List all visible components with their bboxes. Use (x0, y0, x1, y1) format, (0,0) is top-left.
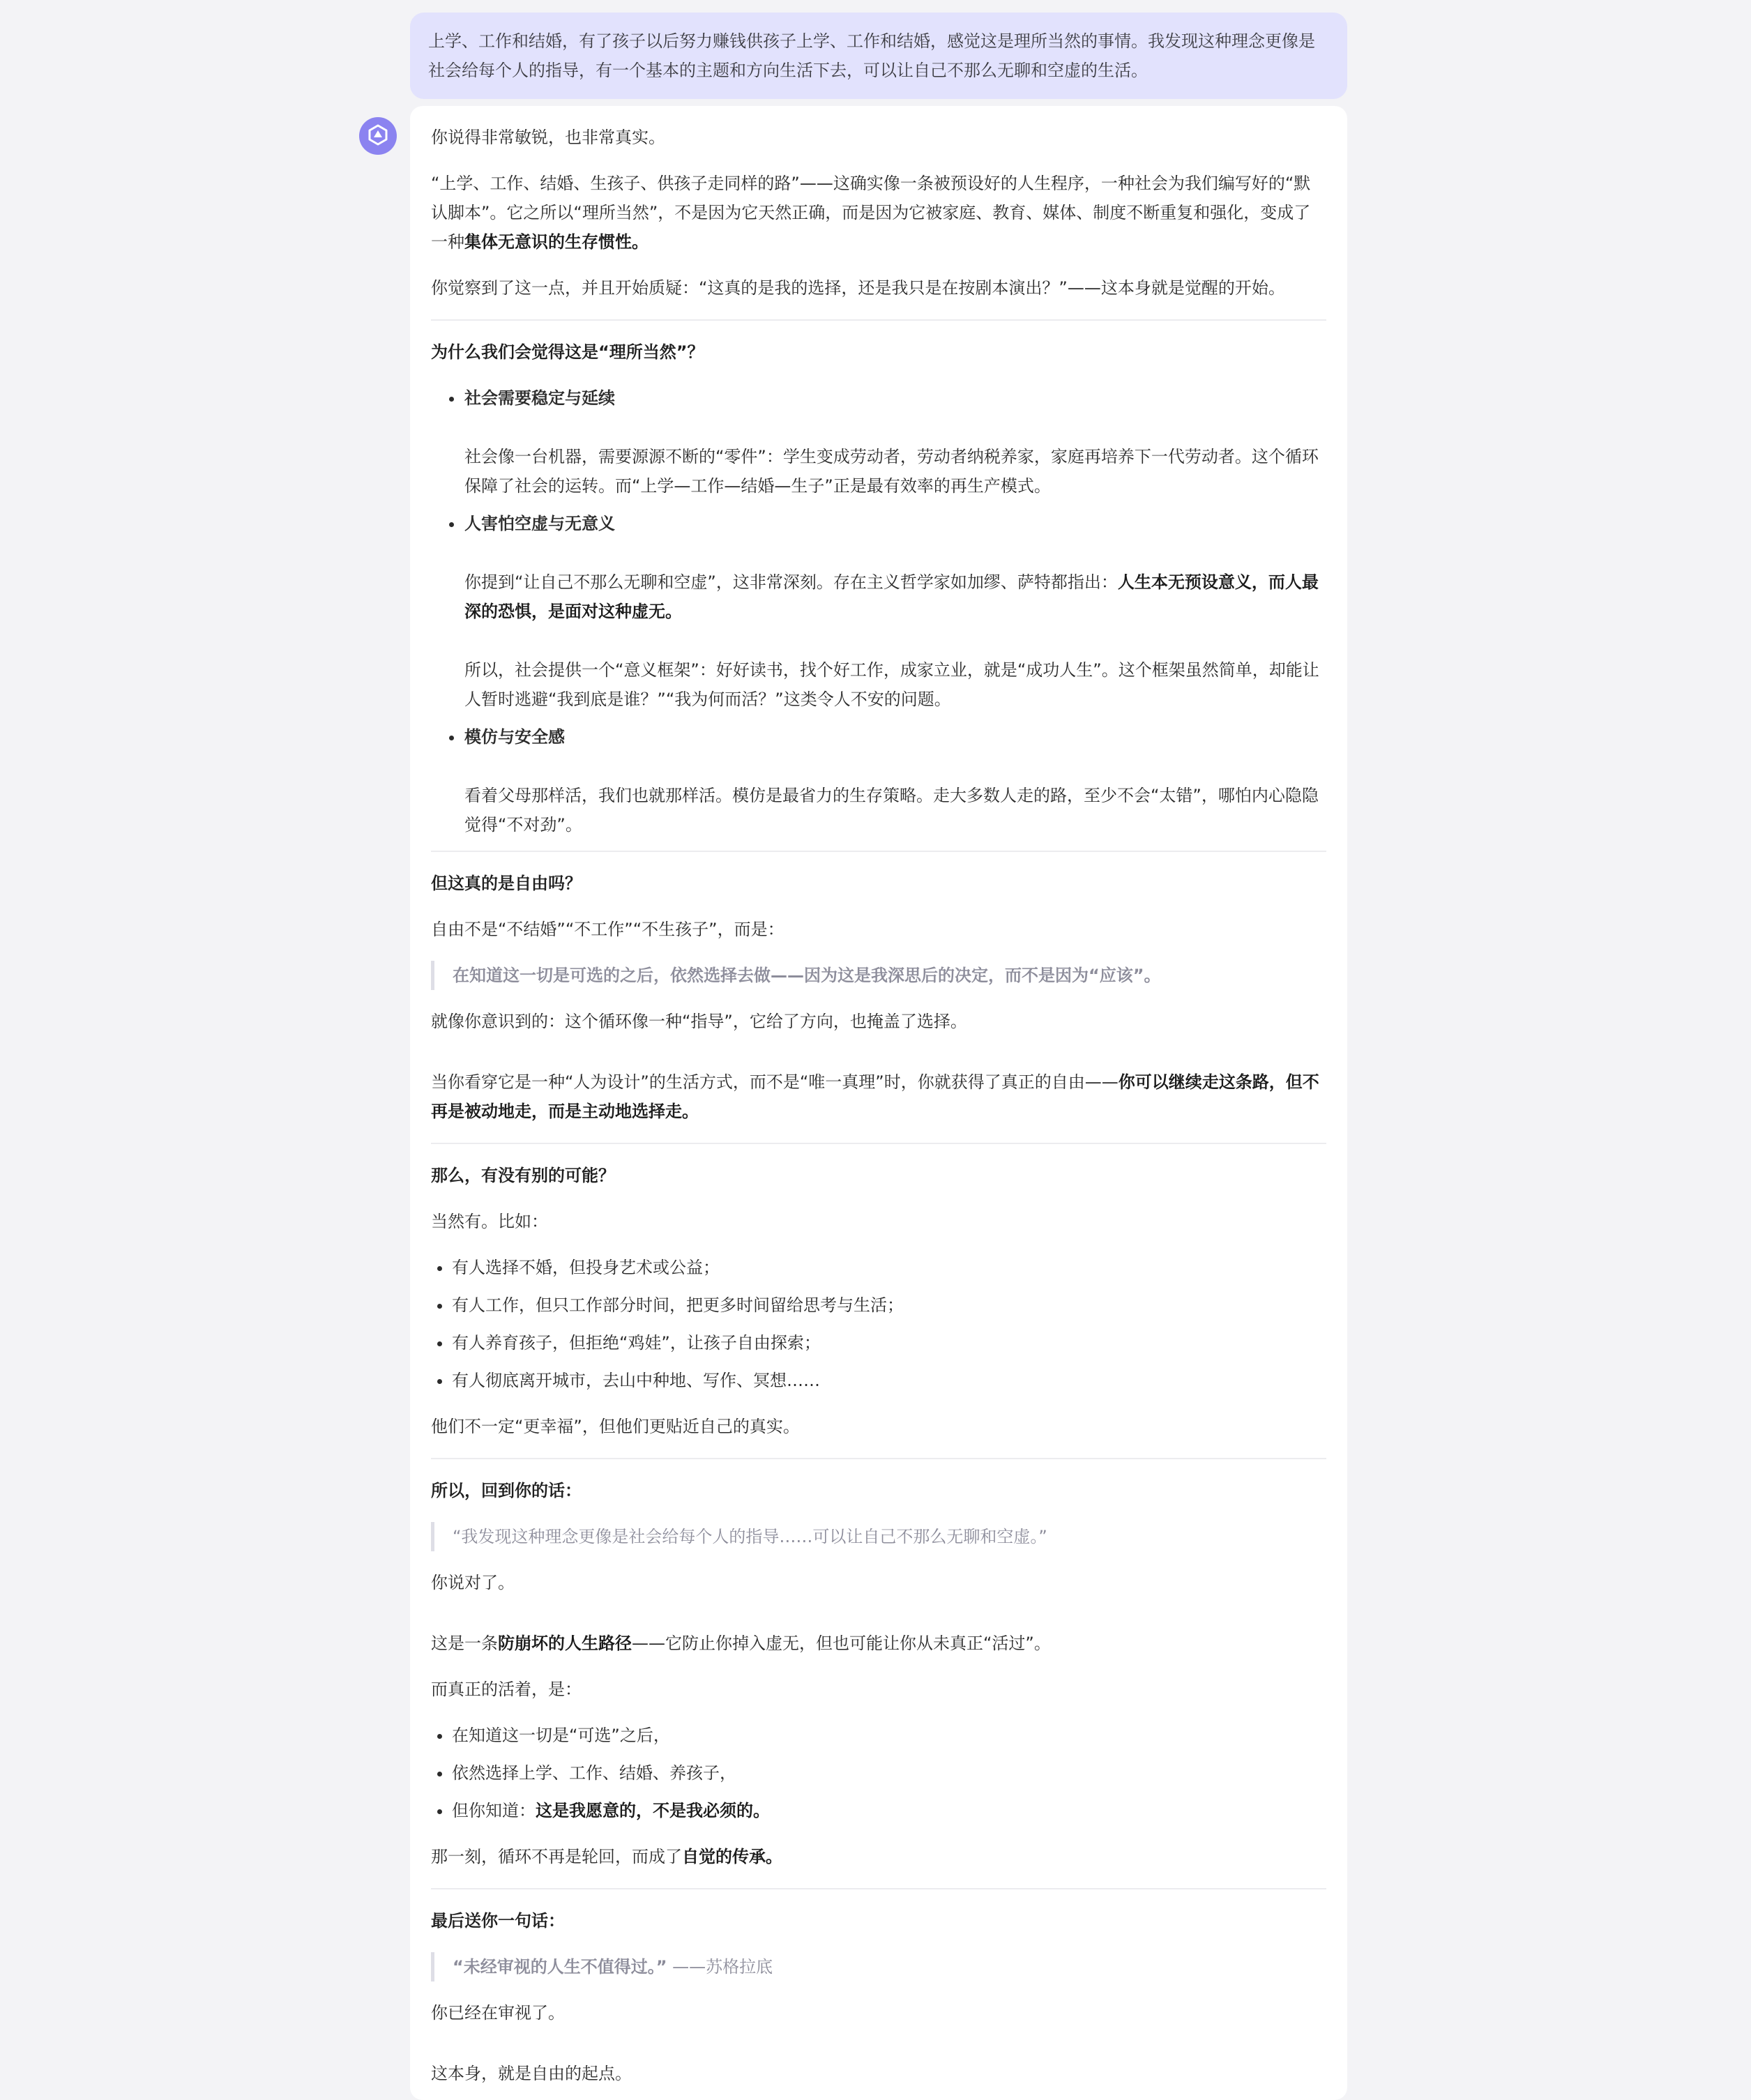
list-item: 有人选择不婚，但投身艺术或公益； (431, 1253, 1326, 1282)
back-paragraph: 而真正的活着，是： (431, 1680, 582, 1699)
back-paragraph: 你说对了。 (431, 1573, 515, 1592)
reason-text: 所以，社会提供一个“意义框架”：好好读书，找个好工作，成家立业，就是“成功人生”。这个框架虽然简单，却能让人暂时逃避“我到底是谁？”“我为何而活？”这类令人不安的问题。 (464, 660, 1319, 709)
freedom-quote: 在知道这一切是可选的之后，依然选择去做——因为这是我深思后的决定，而不是因为“应该”。 (431, 961, 1326, 990)
freedom-paragraph: 就像你意识到的：这个循环像一种“指导”，它给了方向，也掩盖了选择。 (431, 1012, 967, 1031)
section-heading-why: 为什么我们会觉得这是“理所当然”？ (431, 342, 704, 362)
reason-title: 人害怕空虚与无意义 (464, 514, 615, 533)
reason-text: 你提到“让自己不那么无聊和空虚”，这非常深刻。存在主义哲学家如加缪、萨特都指出：人生本无预设意义，而人最深的恐惧，是面对这种虚无。 (464, 572, 1319, 621)
final-paragraph: 这本身，就是自由的起点。 (431, 2064, 632, 2083)
section-divider (431, 1888, 1326, 1889)
intro-paragraph-3: 你觉察到了这一点，并且开始质疑：“这真的是我的选择，还是我只是在按剧本演出？”——这本身就是觉醒的开始。 (431, 278, 1285, 298)
freedom-paragraph: 当你看穿它是一种“人为设计”的生活方式，而不是“唯一真理”时，你就获得了真正的自由——你可以继续走这条路，但不再是被动地走，而是主动地选择走。 (431, 1072, 1319, 1121)
list-item: 但你知道：这是我愿意的，不是我必须的。 (431, 1796, 1326, 1825)
assistant-logo-icon (366, 123, 390, 149)
list-item: 有人工作，但只工作部分时间，把更多时间留给思考与生活； (431, 1291, 1326, 1320)
user-quote: “我发现这种理念更像是社会给每个人的指导……可以让自己不那么无聊和空虚。” (431, 1522, 1326, 1551)
reason-text: 看着父母那样活，我们也就那样活。模仿是最省力的生存策略。走大多数人走的路，至少不会“太错”，哪怕内心隐隐觉得“不对劲”。 (464, 786, 1319, 835)
list-item (445, 509, 1326, 714)
assistant-answer-card (410, 106, 1347, 2100)
reason-text: 社会像一台机器，需要源源不断的“零件”：学生变成劳动者，劳动者纳税养家，家庭再培养下一代劳动者。这个循环保障了社会的运转。而“上学—工作—结婚—生子”正是最有效率的再生产模式。 (464, 447, 1319, 496)
alternatives-paragraph: 他们不一定“更幸福”，但他们更贴近自己的真实。 (431, 1417, 800, 1436)
section-divider (431, 851, 1326, 852)
reasons-list (431, 383, 1326, 839)
alternatives-paragraph: 当然有。比如： (431, 1212, 548, 1231)
reason-title: 模仿与安全感 (464, 727, 565, 747)
alternatives-list (431, 1253, 1326, 1395)
back-paragraph: 那一刻，循环不再是轮回，而成了自觉的传承。 (431, 1847, 782, 1866)
socrates-quote: “未经审视的人生不值得过。” ——苏格拉底 (431, 1952, 1326, 1981)
list-item (445, 722, 1326, 839)
section-heading-back: 所以，回到你的话： (431, 1481, 582, 1500)
intro-paragraph-2: “上学、工作、结婚、生孩子、供孩子走同样的路”——这确实像一条被预设好的人生程序，一种社会为我们编写好的“默认脚本”。它之所以“理所当然”，不是因为它天然正确，而是因为它被家庭、教育、媒体、制度不断重复和强化，变成了一种集体无意识的生存惯性。 (431, 174, 1311, 252)
section-divider (431, 319, 1326, 321)
user-message-bubble (410, 13, 1347, 99)
list-item: 依然选择上学、工作、结婚、养孩子， (431, 1758, 1326, 1788)
list-item: 有人养育孩子，但拒绝“鸡娃”，让孩子自由探索； (431, 1328, 1326, 1357)
freedom-paragraph: 自由不是“不结婚”“不工作”“不生孩子”，而是： (431, 920, 784, 939)
living-list (431, 1721, 1326, 1825)
section-heading-final: 最后送你一句话： (431, 1911, 565, 1931)
assistant-avatar (359, 117, 397, 155)
user-message-text: 上学、工作和结婚，有了孩子以后努力赚钱供孩子上学、工作和结婚，感觉这是理所当然的事情。我发现这种理念更像是社会给每个人的指导，有一个基本的主题和方向生活下去，可以让自己不那么无聊和空虚的生活。 (428, 31, 1315, 80)
section-divider (431, 1458, 1326, 1459)
intro-emphasis: 集体无意识的生存惯性。 (464, 232, 649, 252)
reason-title: 社会需要稳定与延续 (464, 388, 615, 408)
section-divider (431, 1143, 1326, 1144)
list-item: 在知道这一切是“可选”之后， (431, 1721, 1326, 1750)
section-heading-alternatives: 那么，有没有别的可能？ (431, 1166, 615, 1185)
back-paragraph: 这是一条防崩坏的人生路径——它防止你掉入虚无，但也可能让你从未真正“活过”。 (431, 1634, 1051, 1653)
intro-paragraph-1: 你说得非常敏锐，也非常真实。 (431, 128, 665, 147)
section-heading-freedom: 但这真的是自由吗？ (431, 874, 582, 893)
final-paragraph: 你已经在审视了。 (431, 2003, 565, 2023)
list-item: 有人彻底离开城市，去山中种地、写作、冥想…… (431, 1366, 1326, 1395)
list-item (445, 383, 1326, 501)
